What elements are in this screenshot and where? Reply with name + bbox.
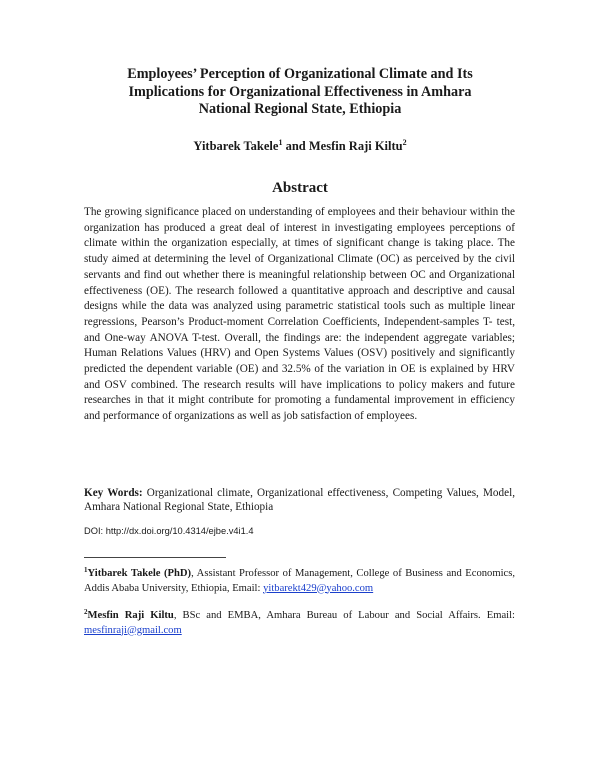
keywords (84, 486, 515, 514)
author-name: Mesfin Raji Kiltu (308, 139, 403, 153)
doi-line: DOI: http://dx.doi.org/10.4314/ejbe.v4i1.4 (84, 526, 254, 536)
footnote (84, 563, 515, 596)
author-affiliation-mark: 2 (402, 138, 407, 147)
author-line (80, 138, 520, 154)
keywords-label: Key Words: (84, 487, 143, 499)
footnote-divider (84, 557, 226, 558)
title-line: National Regional State, Ethiopia (198, 101, 402, 117)
email-link[interactable]: yitbarekt429@yahoo.com (263, 582, 374, 594)
abstract-heading: Abstract (272, 180, 328, 196)
footnote-text: , BSc and EMBA, Amhara Bureau of Labour and Social Affairs. Email: (173, 610, 515, 621)
footnote-author: Mesfin Raji Kiltu (87, 610, 174, 621)
paper-title (80, 66, 520, 119)
title-line: Employees’ Perception of Organizational Climate and Its (127, 66, 473, 82)
footnote-mark: 1 (84, 566, 88, 574)
title-line: Implications for Organizational Effectiveness in Amhara (128, 83, 472, 100)
keywords-text: Organizational climate, Organizational effectiveness, Competing Values, Model, Amhara National Regional State, Ethiopia (84, 487, 515, 514)
author-affiliation-mark: 1 (278, 138, 283, 147)
footnote-text: , Assistant Professor of Management, College of Business and Economics, Addis Ababa University, Ethiopia, Email: (84, 568, 515, 594)
author-connector: and (282, 139, 309, 153)
abstract-text: The growing significance placed on understanding of employees and their behaviour within the organization has produced a great deal of interest in investigating employees perceptions of climate within the organization especially, at times of significant change is taking place. The study aimed at determining the level of Organizational Climate (OC) as perceived by the civil servants and find out whether there is meaningful relationship between OC and Organizational effectiveness (OE). The research followed a quantitative approach and descriptive and causal designs while the data was analyzed using parametric statistical tools such as multiple linear regressions, Pearson’s Product-moment Correlation Coefficients, Independent-samples T- test, and One-way ANOVA T-test. Overall, the findings are: the independent aggregate variables; Human Relations Values (HRV) and Open Systems Values (OSV) positively and significantly predicted the dependent variable (OE) and 32.5% of the variation in OE is explained by HRV and OSV combined. The research results will have implications to policy makers and future researches in that it might contribute for promoting a fundamental improvement in efficiency and performance of organizations as well as job satisfaction of employees. (84, 206, 515, 423)
email-link[interactable]: mesfinraji@gmail.com (84, 624, 182, 636)
footnote (84, 605, 515, 638)
footnote-author: Yitbarek Takele (PhD) (87, 568, 192, 579)
footnote-mark: 2 (84, 608, 88, 616)
author-name: Yitbarek Takele (193, 139, 279, 153)
